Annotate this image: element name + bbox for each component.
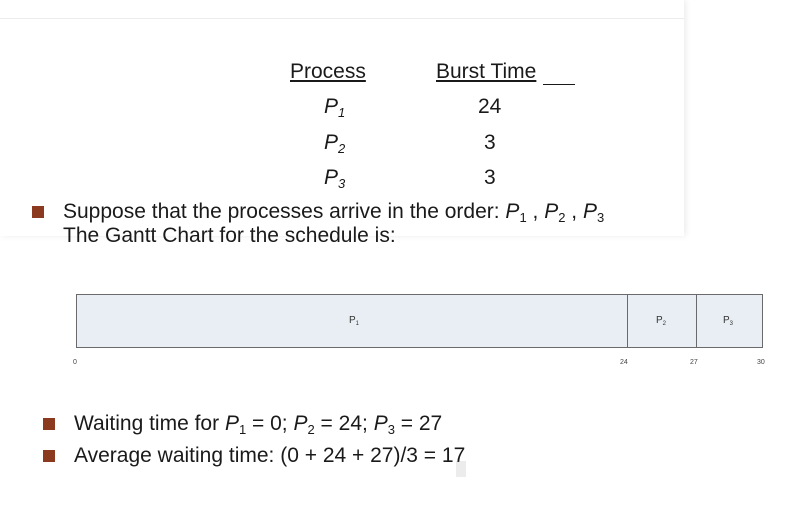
top-divider: [0, 18, 684, 19]
bullet-square: [43, 418, 55, 430]
process-name-p1: $P_1$: [324, 95, 346, 120]
gantt-label-p3: $P_3$: [723, 315, 734, 327]
gantt-tick-0: 0: [73, 359, 77, 366]
scan-artifact: [456, 461, 466, 477]
burst-time-p2: 3: [484, 131, 496, 154]
header-underline-extension: [543, 84, 575, 85]
gantt-label-p1: $P_1$: [349, 315, 360, 327]
bullet-square: [32, 206, 44, 218]
arrival-order-text: Suppose that the processes arrive in the order: $P_1$ , $P_2$ , $P_3$: [63, 200, 605, 225]
gantt-intro-text: The Gantt Chart for the schedule is:: [63, 224, 396, 247]
burst-time-p3: 3: [484, 166, 496, 189]
process-name-p2: $P_2$: [324, 131, 346, 156]
gantt-block-p2: [627, 294, 697, 348]
gantt-label-p2: $P_2$: [656, 315, 667, 327]
gantt-block-p1: [76, 294, 628, 348]
gantt-block-p3: [696, 294, 763, 348]
waiting-time-text: Waiting time for $P_1 = 0$; $P_2 = 24$; $P_3 = 27$: [74, 412, 443, 437]
bullet-square: [43, 450, 55, 462]
average-waiting-time-text: Average waiting time: (0 + 24 + 27)/3 = 17: [74, 444, 466, 467]
burst-time-p1: 24: [478, 95, 502, 118]
gantt-tick-27: 27: [690, 359, 698, 366]
table-header-process: Process: [290, 60, 366, 83]
process-name-p3: $P_3$: [324, 166, 346, 191]
gantt-tick-30: 30: [757, 359, 765, 366]
gantt-tick-24: 24: [620, 359, 628, 366]
table-header-burst-time: Burst Time: [436, 60, 537, 83]
